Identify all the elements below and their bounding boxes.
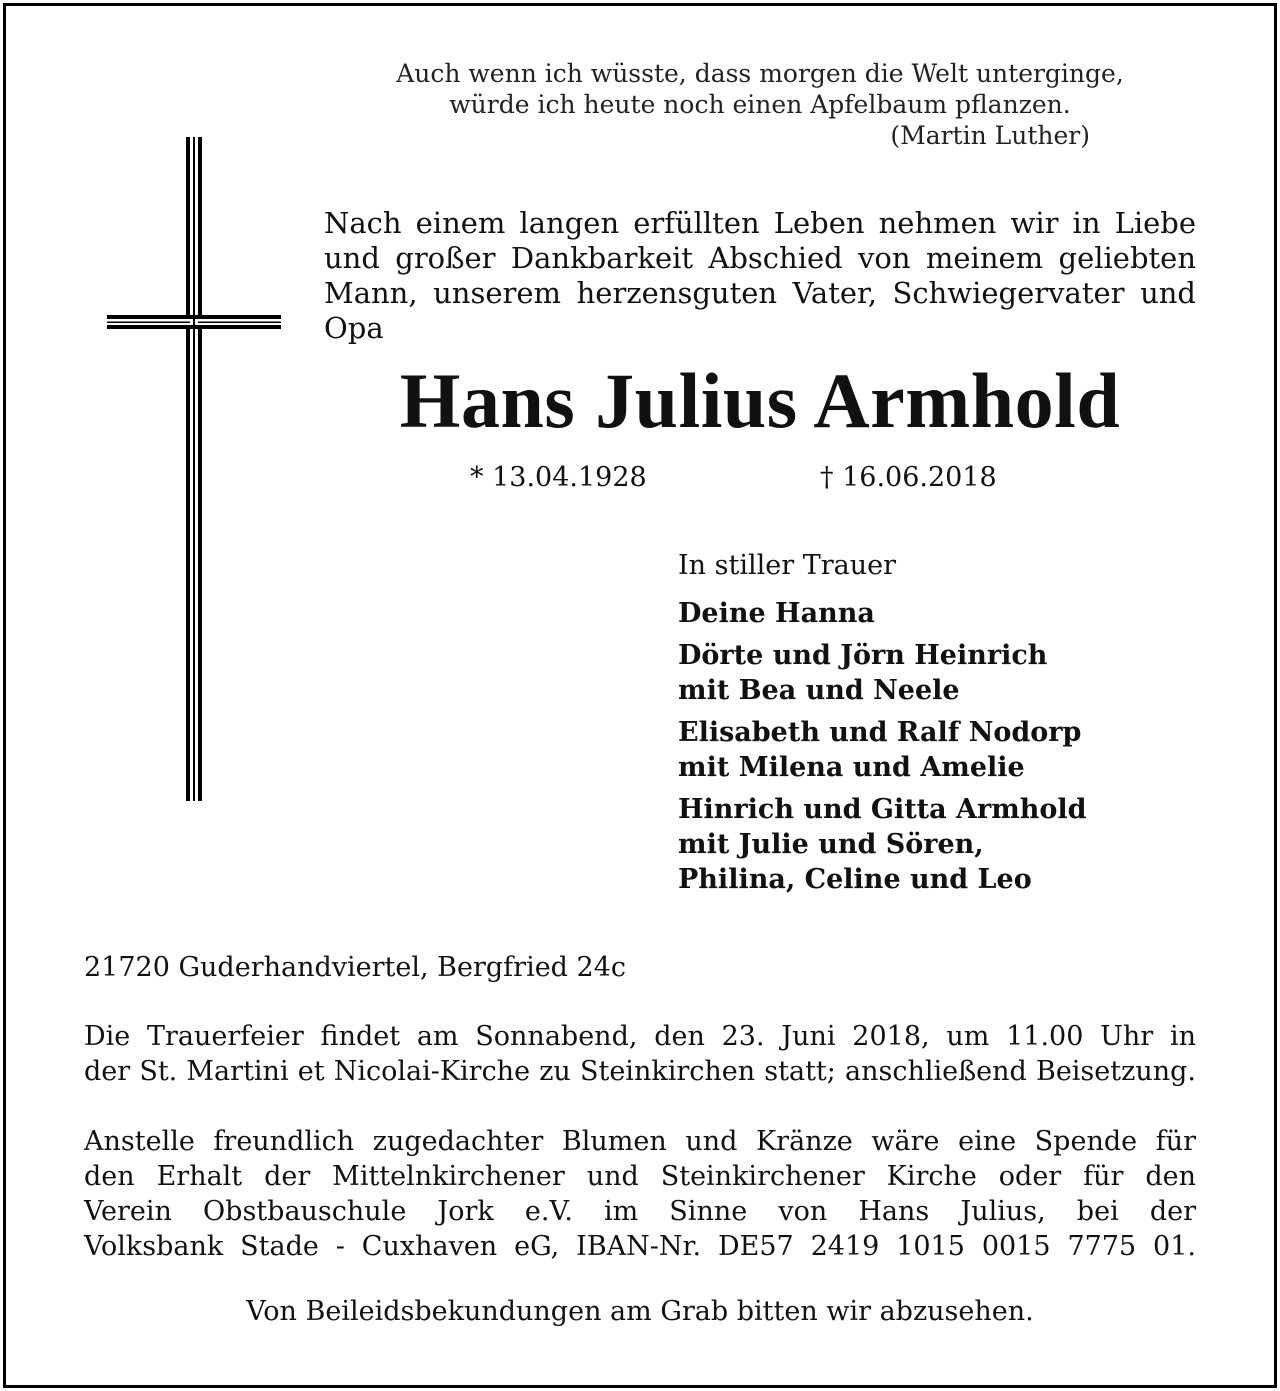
family-line: Elisabeth und Ralf Nodorp — [678, 717, 1082, 748]
cross-icon — [0, 0, 300, 820]
intro-line: Nach einem langen erfüllten Leben nehmen wir in Liebe — [324, 206, 1196, 240]
donation-line: Anstelle freundlich zugedachter Blumen und Kränze wäre eine Spende für — [84, 1126, 1196, 1157]
intro-text — [324, 206, 1196, 346]
service-line: Die Trauerfeier findet am Sonnabend, den 23. Juni 2018, um 11.00 Uhr in — [84, 1021, 1196, 1052]
mourners-block — [678, 550, 1238, 904]
quote-line: würde ich heute noch einen Apfelbaum pflanzen. — [449, 90, 1071, 119]
deceased-name: Hans Julius Armhold — [399, 357, 1121, 444]
family-group — [678, 715, 1238, 785]
family-line: mit Bea und Neele — [678, 675, 960, 706]
donation-paragraph — [84, 1124, 1196, 1264]
donation-line: Volksbank Stade - Cuxhaven eG, IBAN-Nr. DE57 2419 1015 0015 7775 01. — [84, 1231, 1196, 1262]
quote-line: Auch wenn ich wüsste, dass morgen die Welt unterginge, — [396, 59, 1124, 88]
closing-note: Von Beileidsbekundungen am Grab bitten wir abzusehen. — [246, 1296, 1034, 1327]
donation-line: Verein Obstbauschule Jork e.V. im Sinne von Hans Julius, bei der — [84, 1196, 1196, 1227]
service-line: der St. Martini et Nicolai-Kirche zu Steinkirchen statt; anschließend Beisetzung. — [84, 1056, 1196, 1087]
death-date: † 16.06.2018 — [820, 462, 997, 493]
service-paragraph — [84, 1019, 1196, 1089]
quote — [300, 58, 1220, 120]
family-group — [678, 792, 1238, 897]
birth-date: * 13.04.1928 — [470, 462, 647, 493]
family-line: Dörte und Jörn Heinrich — [678, 640, 1048, 671]
family-line: Deine Hanna — [678, 598, 875, 629]
family-line: mit Milena und Amelie — [678, 752, 1025, 783]
quote-author: (Martin Luther) — [890, 121, 1090, 150]
intro-line: Mann, unserem herzensguten Vater, Schwiegervater und Opa — [324, 276, 1196, 345]
mourners-intro: In stiller Trauer — [678, 550, 897, 581]
address: 21720 Guderhandviertel, Bergfried 24c — [84, 952, 627, 983]
family-group — [678, 638, 1238, 708]
intro-line: und großer Dankbarkeit Abschied von meinem geliebten — [324, 241, 1196, 275]
family-line: Hinrich und Gitta Armhold — [678, 794, 1087, 825]
family-group — [678, 596, 1238, 631]
donation-line: den Erhalt der Mittelnkirchener und Steinkirchener Kirche oder für den — [84, 1161, 1196, 1192]
family-line: Philina, Celine und Leo — [678, 864, 1032, 895]
family-line: mit Julie und Sören, — [678, 829, 984, 860]
